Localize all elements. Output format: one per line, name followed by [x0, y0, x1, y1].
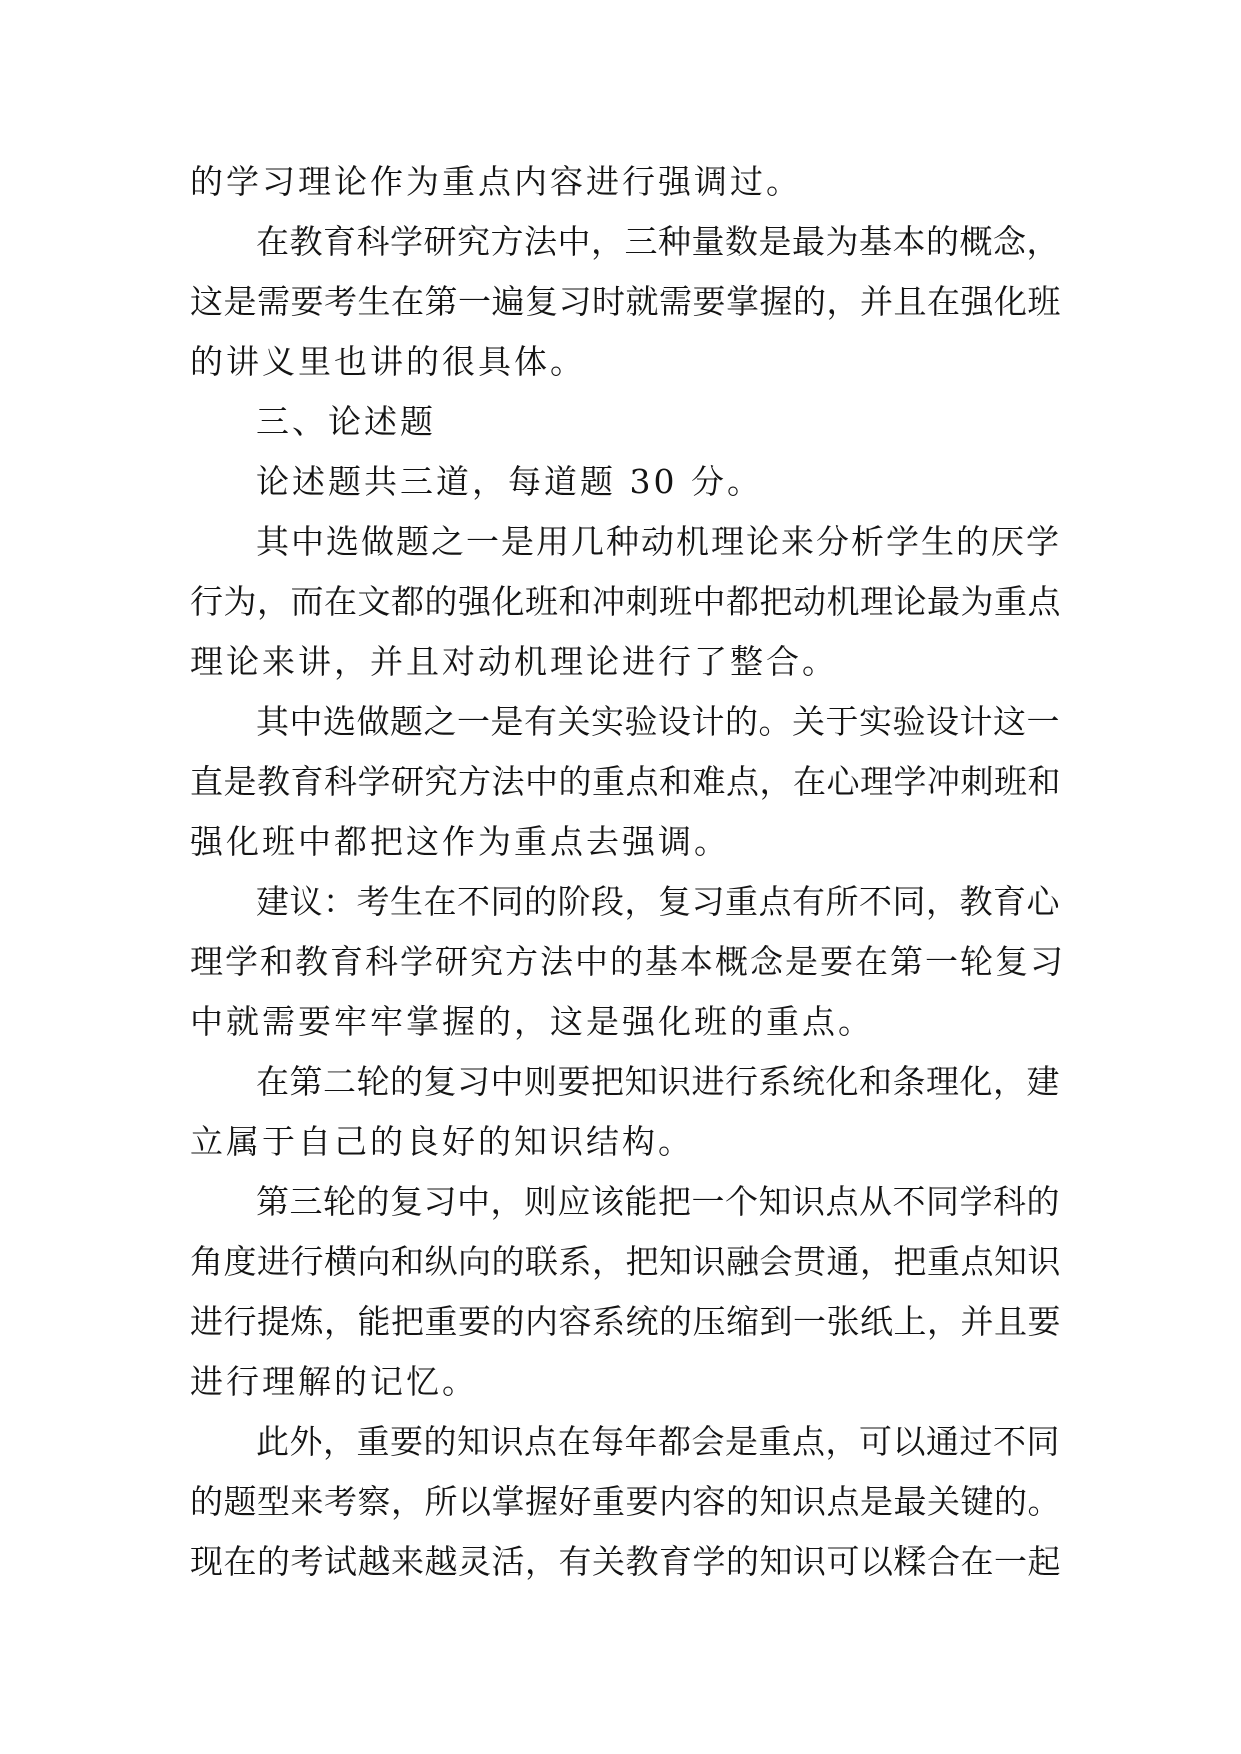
text-line: 其中选做题之一是有关实验设计的。关于实验设计这一 [256, 702, 1060, 741]
text-line: 在第二轮的复习中则要把知识进行系统化和条理化，建 [256, 1062, 1060, 1101]
text-line: 直是教育科学研究方法中的重点和难点，在心理学冲刺班和 [190, 762, 1061, 801]
body-text [190, 152, 1070, 1592]
text-line: 三、论述题 [256, 402, 436, 441]
text-line: 强化班中都把这作为重点去强调。 [190, 822, 730, 861]
text-line: 理学和教育科学研究方法中的基本概念是要在第一轮复习 [190, 942, 1065, 981]
text-line: 在教育科学研究方法中，三种量数是最为基本的概念， [256, 222, 1060, 261]
text-line: 中就需要牢牢掌握的，这是强化班的重点。 [190, 1002, 874, 1041]
text-line: 论述题共三道，每道题 30 分。 [256, 462, 763, 501]
text-line: 这是需要考生在第一遍复习时就需要掌握的，并且在强化班 [190, 282, 1061, 321]
text-line: 此外，重要的知识点在每年都会是重点，可以通过不同 [256, 1422, 1060, 1461]
text-line: 的学习理论作为重点内容进行强调过。 [190, 162, 802, 201]
text-line: 进行理解的记忆。 [190, 1362, 478, 1401]
text-line: 行为，而在文都的强化班和冲刺班中都把动机理论最为重点 [190, 582, 1061, 621]
text-line: 现在的考试越来越灵活，有关教育学的知识可以糅合在一起 [190, 1542, 1061, 1581]
text-line: 第三轮的复习中，则应该能把一个知识点从不同学科的 [256, 1182, 1060, 1221]
text-line: 立属于自己的良好的知识结构。 [190, 1122, 694, 1161]
text-line: 的题型来考察，所以掌握好重要内容的知识点是最关键的。 [190, 1482, 1061, 1521]
text-line: 其中选做题之一是用几种动机理论来分析学生的厌学 [256, 522, 1061, 561]
text-line: 理论来讲，并且对动机理论进行了整合。 [190, 642, 838, 681]
text-line: 的讲义里也讲的很具体。 [190, 342, 586, 381]
text-line: 建议：考生在不同的阶段，复习重点有所不同，教育心 [256, 882, 1060, 921]
text-line: 角度进行横向和纵向的联系，把知识融会贯通，把重点知识 [190, 1242, 1061, 1281]
text-line: 进行提炼，能把重要的内容系统的压缩到一张纸上，并且要 [190, 1302, 1061, 1341]
